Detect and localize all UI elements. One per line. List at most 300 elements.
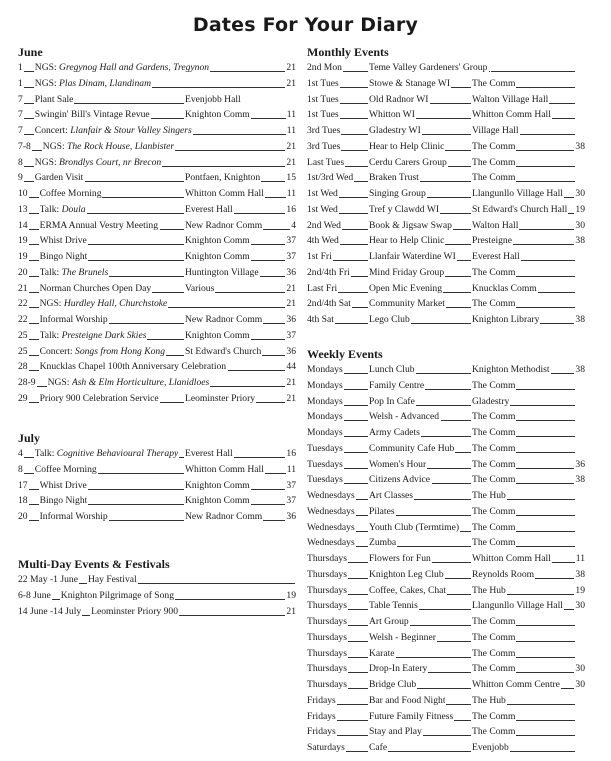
leader-line bbox=[88, 478, 184, 490]
event-detail: Songs from Hong Kong bbox=[75, 345, 166, 357]
event-date: 14 bbox=[18, 219, 28, 231]
leader-line bbox=[448, 155, 471, 167]
leader-line bbox=[265, 186, 286, 198]
leader-line bbox=[234, 202, 286, 214]
event-venue: Knighton Comm bbox=[185, 235, 250, 247]
event-venue: Whitton Comm Centre bbox=[472, 679, 560, 690]
list-item bbox=[18, 359, 296, 375]
event-when: Wednesdays bbox=[307, 521, 355, 533]
event-name: Priory 900 Celebration Service bbox=[39, 392, 159, 404]
leader-line bbox=[510, 740, 575, 752]
event-venue: The Comm bbox=[472, 726, 516, 738]
list-item bbox=[18, 604, 296, 620]
leader-line bbox=[460, 520, 471, 532]
list-item bbox=[307, 170, 585, 186]
event-when: Thursdays bbox=[307, 600, 347, 612]
list-item bbox=[307, 76, 585, 92]
leader-line bbox=[513, 233, 574, 245]
leader-line bbox=[432, 551, 471, 563]
list-item bbox=[307, 186, 585, 202]
page-number: 30 bbox=[575, 663, 585, 675]
event-when: 1st/3rd Wed bbox=[307, 172, 354, 184]
leader-line bbox=[340, 92, 368, 104]
leader-line bbox=[356, 520, 368, 532]
leader-line bbox=[29, 328, 39, 340]
event-name: Zumba bbox=[369, 537, 397, 549]
event-name: NGS: bbox=[34, 77, 57, 89]
event-venue: The Comm bbox=[472, 505, 516, 517]
event-name: Garden Visit bbox=[34, 172, 84, 184]
event-date: 19 bbox=[18, 251, 28, 262]
event-name: Hay Festival bbox=[87, 574, 137, 585]
page-number: 21 bbox=[286, 62, 296, 73]
list-item bbox=[307, 233, 585, 249]
event-when: Thursdays bbox=[307, 584, 347, 596]
event-name: Cerdu Carers Group bbox=[369, 156, 447, 168]
leader-line bbox=[340, 233, 368, 245]
event-venue: Whitton Comm Hall bbox=[472, 553, 551, 564]
event-date: 22 bbox=[18, 298, 28, 310]
event-detail: Brondlys Court, nr Brecon bbox=[59, 156, 162, 168]
list-item bbox=[307, 265, 585, 281]
list-item bbox=[18, 493, 296, 509]
leader-line bbox=[345, 155, 368, 167]
july-section bbox=[18, 430, 296, 525]
leader-line bbox=[265, 462, 286, 474]
event-venue: Everest Hall bbox=[185, 203, 233, 215]
leader-line bbox=[109, 509, 184, 521]
leader-line bbox=[152, 281, 184, 293]
page-number: 4 bbox=[291, 219, 296, 231]
leader-line bbox=[351, 265, 368, 277]
leader-line bbox=[210, 60, 285, 72]
leader-line bbox=[24, 446, 34, 458]
event-date: 1 bbox=[18, 77, 23, 89]
event-name: Art Classes bbox=[369, 490, 413, 501]
event-when: 1st Tues bbox=[307, 93, 339, 105]
leader-line bbox=[179, 446, 184, 458]
leader-line bbox=[29, 218, 39, 230]
leader-line bbox=[416, 107, 471, 119]
leader-line bbox=[516, 630, 575, 642]
leader-line bbox=[356, 535, 368, 547]
event-detail: Doula bbox=[61, 203, 86, 215]
leader-line bbox=[256, 391, 285, 403]
leader-line bbox=[344, 441, 368, 453]
event-name: Cafe bbox=[369, 742, 388, 753]
event-date: 21 bbox=[18, 282, 28, 294]
leader-line bbox=[520, 123, 575, 135]
event-name: Knighton Pilgrimage of Song bbox=[60, 589, 175, 601]
event-name: Pop In Cafe bbox=[369, 395, 415, 407]
list-item bbox=[307, 709, 585, 725]
event-name: Coffee Morning bbox=[34, 463, 97, 475]
list-item bbox=[307, 535, 585, 551]
list-item bbox=[18, 92, 296, 108]
leader-line bbox=[519, 218, 574, 230]
event-date: 25 bbox=[18, 329, 28, 341]
page-number: 38 bbox=[575, 314, 585, 325]
leader-line bbox=[29, 493, 39, 505]
leader-line bbox=[507, 488, 575, 500]
event-name: Teme Valley Gardeners' Group bbox=[369, 62, 488, 73]
page-number: 37 bbox=[286, 251, 296, 262]
leader-line bbox=[516, 520, 575, 532]
event-name: Bridge Club bbox=[369, 679, 417, 690]
list-item bbox=[307, 598, 585, 614]
event-name: NGS: bbox=[42, 140, 65, 152]
leader-line bbox=[341, 139, 368, 151]
leader-line bbox=[445, 139, 471, 151]
page-number: 21 bbox=[286, 282, 296, 294]
leader-line bbox=[446, 296, 471, 308]
leader-line bbox=[538, 281, 575, 293]
leader-line bbox=[82, 604, 90, 616]
event-venue: The Comm bbox=[472, 631, 516, 643]
event-venue: Walton Village Hall bbox=[472, 93, 549, 105]
leader-line bbox=[348, 583, 368, 595]
leader-line bbox=[228, 359, 286, 371]
event-when: Wednesdays bbox=[307, 490, 355, 501]
leader-line bbox=[24, 155, 34, 167]
leader-line bbox=[516, 409, 575, 421]
leader-line bbox=[160, 391, 184, 403]
event-name: Women's Hour bbox=[369, 458, 427, 470]
event-venue: Various bbox=[185, 282, 215, 294]
leader-line bbox=[441, 409, 471, 421]
event-name: Talk: bbox=[39, 266, 60, 278]
leader-line bbox=[348, 661, 368, 673]
page-number: 30 bbox=[575, 679, 585, 690]
leader-line bbox=[446, 693, 471, 705]
event-detail: Presteigne Dark Skies bbox=[61, 329, 147, 341]
page-number: 38 bbox=[575, 364, 585, 375]
leader-line bbox=[74, 92, 184, 104]
page-number: 38 bbox=[575, 474, 585, 486]
list-item bbox=[307, 281, 585, 297]
leader-line bbox=[348, 551, 368, 563]
list-item bbox=[18, 391, 296, 407]
page-number: 36 bbox=[286, 266, 296, 278]
leader-line bbox=[510, 394, 575, 406]
leader-line bbox=[251, 249, 286, 261]
event-venue: Evenjobb bbox=[472, 742, 509, 753]
leader-line bbox=[175, 139, 285, 151]
june-section bbox=[18, 44, 296, 407]
list-item bbox=[18, 281, 296, 297]
event-detail: Gregynog Hall and Gardens, Tregynon bbox=[59, 62, 210, 73]
event-venue: The Comm bbox=[472, 663, 516, 675]
leader-line bbox=[561, 677, 574, 689]
leader-line bbox=[32, 139, 42, 151]
list-item bbox=[307, 107, 585, 123]
leader-line bbox=[388, 740, 471, 752]
event-when: Thursdays bbox=[307, 568, 347, 580]
leader-line bbox=[29, 478, 39, 490]
list-item bbox=[307, 123, 585, 139]
leader-line bbox=[445, 265, 471, 277]
leader-line bbox=[29, 265, 39, 277]
page-number: 37 bbox=[286, 479, 296, 491]
leader-line bbox=[251, 233, 286, 245]
leader-line bbox=[341, 123, 368, 135]
event-venue: Huntington Village bbox=[185, 266, 259, 278]
leader-line bbox=[516, 472, 574, 484]
event-venue: Knighton Comm bbox=[185, 329, 250, 341]
event-name: NGS: bbox=[34, 62, 57, 73]
event-date: 18 bbox=[18, 495, 28, 507]
leader-line bbox=[260, 265, 286, 277]
page-number: 11 bbox=[575, 553, 585, 564]
event-name: Welsh - Advanced bbox=[369, 411, 440, 423]
event-when: 2nd Mon bbox=[307, 62, 342, 73]
leader-line bbox=[491, 60, 575, 72]
page-number: 37 bbox=[286, 329, 296, 341]
leader-line bbox=[417, 677, 471, 689]
list-item bbox=[18, 202, 296, 218]
event-venue: Llangunllo Village Hall bbox=[472, 188, 563, 199]
leader-line bbox=[138, 572, 295, 584]
event-detail: The Rock House, Llanbister bbox=[67, 140, 175, 152]
list-item bbox=[307, 488, 585, 504]
event-venue: The Comm bbox=[472, 710, 516, 722]
leader-line bbox=[344, 394, 368, 406]
event-date: 6-8 June bbox=[18, 589, 51, 601]
event-when: 4th Sat bbox=[307, 314, 334, 325]
event-name: Army Cadets bbox=[369, 427, 420, 438]
event-name: Table Tennis bbox=[369, 600, 418, 612]
list-item bbox=[18, 186, 296, 202]
event-detail: Hurdley Hall, Churchstoke bbox=[63, 298, 168, 310]
leader-line bbox=[263, 312, 285, 324]
event-venue: The Comm bbox=[472, 172, 516, 184]
list-item bbox=[307, 296, 585, 312]
leader-line bbox=[396, 646, 471, 658]
page-title: Dates For Your Diary bbox=[192, 14, 419, 36]
list-item bbox=[18, 312, 296, 328]
leader-line bbox=[568, 202, 574, 214]
leader-line bbox=[445, 233, 471, 245]
event-when: Mondays bbox=[307, 411, 343, 423]
event-when: Mondays bbox=[307, 395, 343, 407]
list-item bbox=[18, 328, 296, 344]
event-date: 7 bbox=[18, 93, 23, 105]
event-venue: The Comm bbox=[472, 537, 516, 549]
event-name: Old Radnor WI bbox=[369, 93, 429, 105]
list-item bbox=[307, 724, 585, 740]
list-item bbox=[18, 155, 296, 171]
event-when: Mondays bbox=[307, 427, 343, 438]
event-name: Art Group bbox=[369, 616, 409, 627]
leader-line bbox=[454, 709, 471, 721]
leader-line bbox=[234, 446, 286, 458]
event-venue: Knighton Comm bbox=[185, 495, 250, 507]
list-item bbox=[18, 139, 296, 155]
event-name: Informal Worship bbox=[39, 314, 108, 325]
event-when: Last Fri bbox=[307, 282, 338, 294]
event-when: 4th Wed bbox=[307, 235, 339, 247]
leader-line bbox=[356, 488, 368, 500]
leader-line bbox=[416, 394, 471, 406]
leader-line bbox=[151, 107, 184, 119]
leader-line bbox=[98, 462, 184, 474]
leader-line bbox=[251, 493, 286, 505]
leader-line bbox=[87, 202, 184, 214]
event-name: Bingo Night bbox=[39, 251, 88, 262]
leader-line bbox=[24, 170, 34, 182]
event-venue: New Radnor Comm bbox=[185, 314, 263, 325]
event-date: 14 June -14 July bbox=[18, 605, 82, 617]
list-item bbox=[18, 588, 296, 604]
leader-line bbox=[419, 598, 471, 610]
leader-line bbox=[516, 709, 575, 721]
leader-line bbox=[516, 724, 575, 736]
event-name: Talk: bbox=[39, 329, 60, 341]
leader-line bbox=[152, 76, 285, 88]
leader-line bbox=[540, 312, 574, 324]
event-venue: Whitton Comm Hall bbox=[472, 109, 551, 121]
page-number: 30 bbox=[575, 188, 585, 199]
list-item bbox=[307, 92, 585, 108]
leader-line bbox=[564, 186, 574, 198]
page-number: 21 bbox=[286, 377, 296, 388]
event-name: Flowers for Fun bbox=[369, 553, 431, 564]
list-item bbox=[307, 677, 585, 693]
page-number: 37 bbox=[286, 495, 296, 507]
page-number: 19 bbox=[575, 203, 585, 215]
multi-day-heading: Multi-Day Events & Festivals bbox=[18, 557, 170, 571]
leader-line bbox=[516, 155, 575, 167]
event-when: Fridays bbox=[307, 726, 336, 738]
leader-line bbox=[263, 218, 290, 230]
event-name: NGS: bbox=[47, 377, 70, 388]
list-item bbox=[18, 233, 296, 249]
multi-day-section bbox=[18, 556, 296, 619]
list-item bbox=[307, 457, 585, 473]
leader-line bbox=[549, 92, 575, 104]
event-when: Wednesdays bbox=[307, 537, 355, 549]
leader-line bbox=[262, 344, 285, 356]
event-date: 17 bbox=[18, 479, 28, 491]
leader-line bbox=[551, 362, 575, 374]
list-item bbox=[307, 551, 585, 567]
leader-line bbox=[516, 296, 575, 308]
page-number: 21 bbox=[286, 392, 296, 404]
leader-line bbox=[414, 488, 471, 500]
list-item bbox=[18, 76, 296, 92]
leader-line bbox=[453, 218, 471, 230]
leader-line bbox=[29, 509, 39, 521]
event-when: Saturdays bbox=[307, 742, 345, 753]
event-when: Mondays bbox=[307, 364, 343, 375]
leader-line bbox=[88, 233, 184, 245]
leader-line bbox=[516, 614, 575, 626]
leader-line bbox=[348, 598, 368, 610]
event-venue: Gladestry bbox=[472, 395, 510, 407]
event-venue: The Comm bbox=[472, 474, 516, 486]
event-venue: The Hub bbox=[472, 490, 506, 501]
leader-line bbox=[339, 186, 368, 198]
leader-line bbox=[335, 312, 368, 324]
event-venue: Knucklas Comm bbox=[472, 282, 537, 294]
page-number: 38 bbox=[575, 140, 585, 152]
event-name: Stowe & Stanage WI bbox=[369, 77, 451, 89]
event-when: Thursdays bbox=[307, 553, 347, 564]
event-venue: St Edward's Church bbox=[185, 345, 262, 357]
event-date: 20 bbox=[18, 511, 28, 522]
list-item bbox=[307, 441, 585, 457]
event-name: NGS: bbox=[39, 298, 62, 310]
event-name: Whitton WI bbox=[369, 109, 415, 121]
event-venue: Knighton Comm bbox=[185, 479, 250, 491]
event-name: Whist Drive bbox=[39, 235, 87, 247]
leader-line bbox=[516, 139, 574, 151]
list-item bbox=[307, 394, 585, 410]
event-venue: New Radnor Comm bbox=[185, 219, 263, 231]
leader-line bbox=[24, 60, 34, 72]
event-when: 1st Wed bbox=[307, 203, 338, 215]
leader-line bbox=[423, 724, 471, 736]
leader-line bbox=[535, 567, 574, 579]
leader-line bbox=[447, 583, 471, 595]
event-venue: The Comm bbox=[472, 647, 516, 659]
page-number: 21 bbox=[286, 156, 296, 168]
leader-line bbox=[427, 457, 471, 469]
event-venue: Knighton Library bbox=[472, 314, 540, 325]
event-date: 8 bbox=[18, 463, 23, 475]
event-venue: The Comm bbox=[472, 521, 516, 533]
event-when: 1st Fri bbox=[307, 251, 332, 262]
page-number: 15 bbox=[286, 172, 296, 184]
leader-line bbox=[348, 677, 368, 689]
leader-line bbox=[168, 296, 285, 308]
leader-line bbox=[457, 249, 471, 261]
leader-line bbox=[432, 472, 471, 484]
event-detail: Plas Dinam, Llandinam bbox=[59, 77, 151, 89]
event-date: 7-8 bbox=[18, 140, 31, 152]
event-when: Thursdays bbox=[307, 679, 347, 690]
leader-line bbox=[344, 472, 368, 484]
leader-line bbox=[251, 107, 286, 119]
leader-line bbox=[397, 535, 471, 547]
page-number: 11 bbox=[286, 188, 296, 199]
leader-line bbox=[420, 170, 471, 182]
event-name: Swingin' Bill's Vintage Revue bbox=[34, 109, 150, 121]
event-when: 2nd/4th Fri bbox=[307, 266, 350, 278]
leader-line bbox=[516, 661, 574, 673]
list-item bbox=[18, 446, 296, 462]
list-item bbox=[18, 170, 296, 186]
event-venue: New Radnor Comm bbox=[185, 511, 263, 522]
event-date: 29 bbox=[18, 392, 28, 404]
list-item bbox=[307, 312, 585, 328]
event-name: Concert: bbox=[39, 345, 73, 357]
leader-line bbox=[179, 604, 285, 616]
list-item bbox=[307, 740, 585, 756]
leader-line bbox=[29, 249, 39, 261]
leader-line bbox=[193, 123, 286, 135]
event-venue: Pontfaen, Knighton bbox=[185, 172, 261, 184]
leader-line bbox=[344, 457, 368, 469]
event-when: 2nd Wed bbox=[307, 219, 341, 231]
event-venue: The Comm bbox=[472, 140, 516, 152]
event-date: 28 bbox=[18, 361, 28, 373]
event-venue: The Comm bbox=[472, 442, 516, 454]
event-name: Future Family Fitness bbox=[369, 710, 454, 722]
page-number: 44 bbox=[286, 361, 296, 373]
leader-line bbox=[430, 92, 471, 104]
leader-line bbox=[443, 281, 471, 293]
